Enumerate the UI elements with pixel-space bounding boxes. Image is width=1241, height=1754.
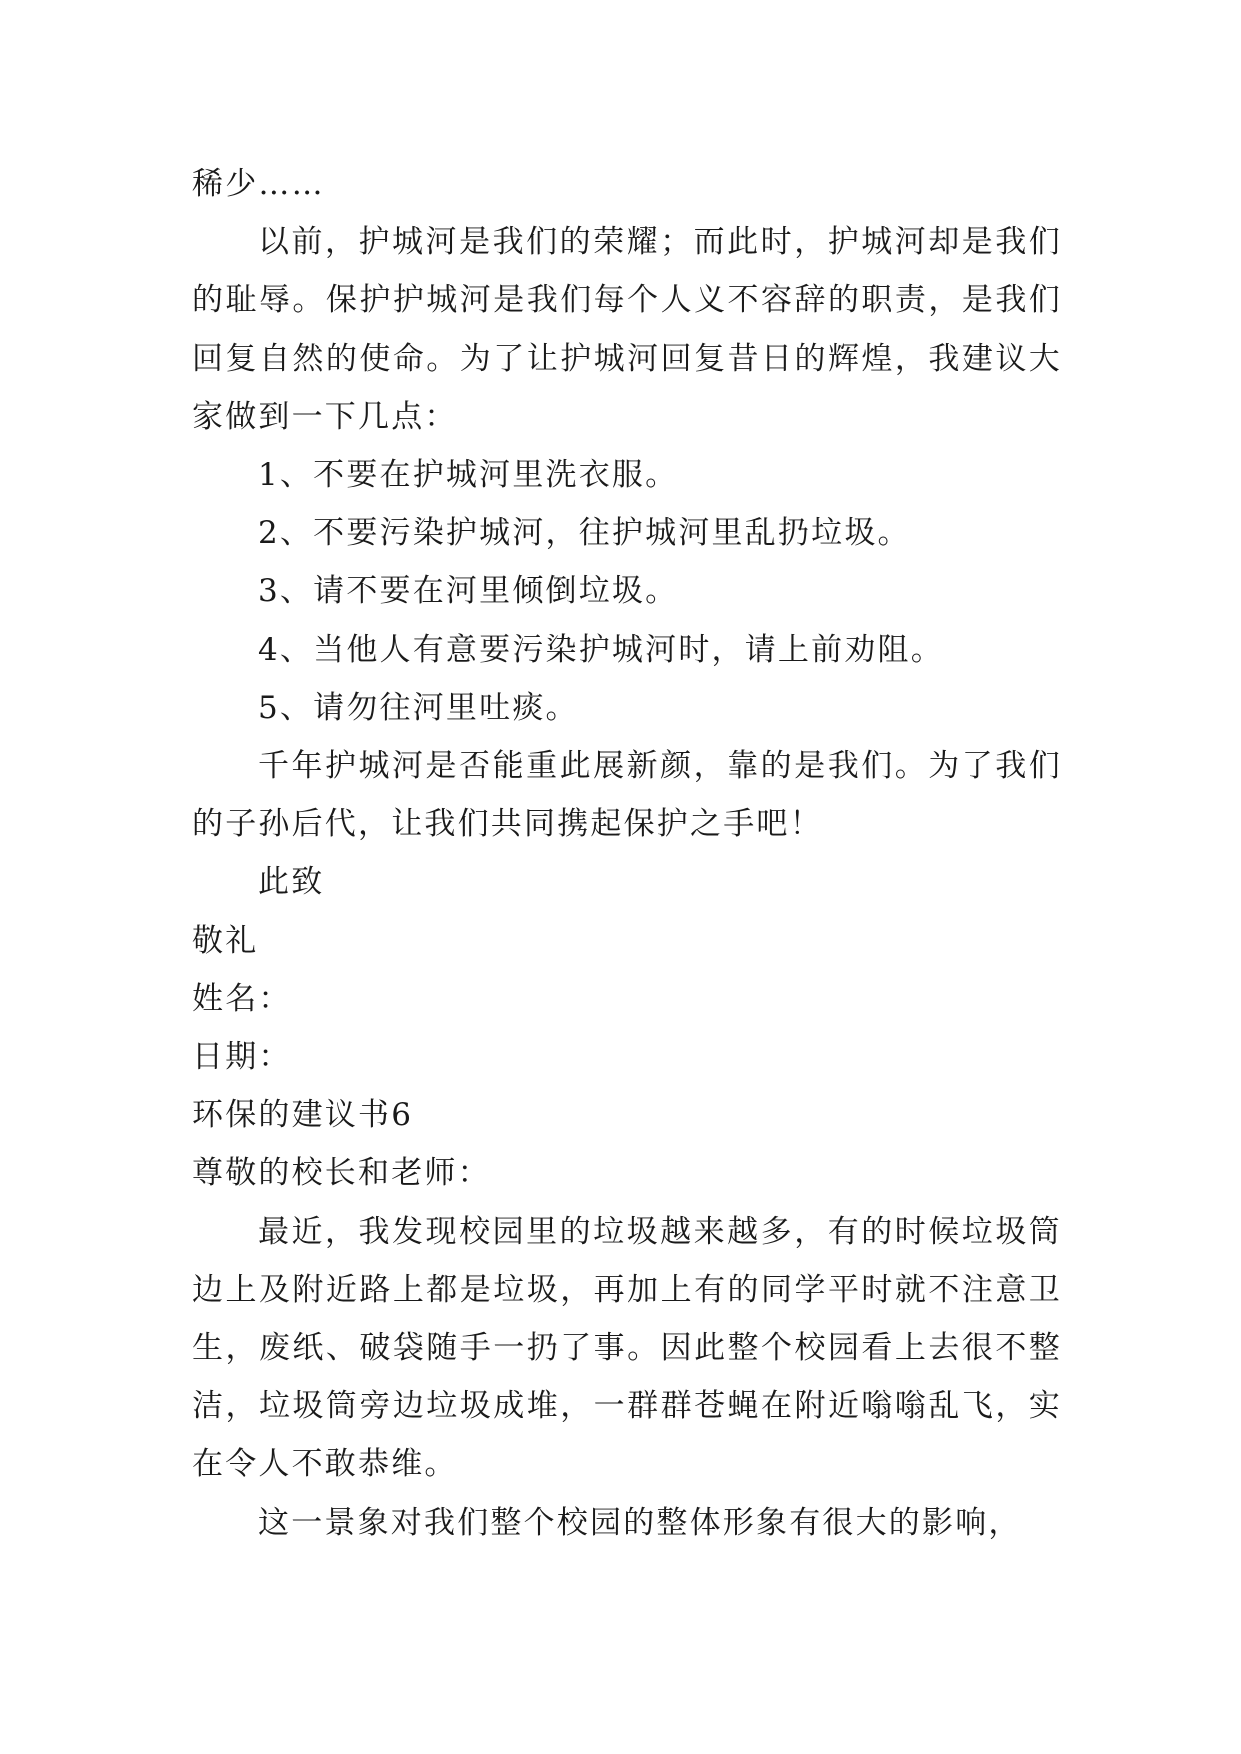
closing-salutation: 此致 — [258, 864, 325, 901]
document-body — [192, 155, 1062, 1552]
closing-regards: 敬礼 — [192, 922, 259, 959]
list-item: 4、当他人有意要污染护城河时，请上前劝阻。 — [258, 631, 944, 668]
paragraph: 最近，我发现校园里的垃圾越来越多，有的时候垃圾筒边上及附近路上都是垃圾，再加上有的同学平时就不注意卫生，废纸、破袋随手一扔了事。因此整个校园看上去很不整洁，垃圾筒旁边垃圾成堆，一群群苍蝇在附近嗡嗡乱飞，实在令人不敢恭维。 — [192, 1213, 1062, 1483]
name-line: 姓名： — [192, 980, 292, 1017]
list-item: 1、不要在护城河里洗衣服。 — [258, 457, 679, 494]
list-item: 5、请勿往河里吐痰。 — [258, 689, 579, 726]
date-line: 日期： — [192, 1039, 292, 1076]
paragraph: 这一景象对我们整个校园的整体形象有很大的影响， — [258, 1504, 1022, 1541]
list-item: 3、请不要在河里倾倒垃圾。 — [258, 573, 679, 610]
paragraph: 以前，护城河是我们的荣耀；而此时，护城河却是我们的耻辱。保护护城河是我们每个人义不容辞的职责，是我们回复自然的使命。为了让护城河回复昔日的辉煌，我建议大家做到一下几点： — [192, 224, 1062, 435]
paragraph: 稀少…… — [192, 166, 325, 202]
section-title: 环保的建议书6 — [192, 1097, 414, 1134]
greeting: 尊敬的校长和老师： — [192, 1155, 491, 1192]
paragraph: 千年护城河是否能重此展新颜，靠的是我们。为了我们的子孙后代，让我们共同携起保护之手吧！ — [192, 748, 1062, 843]
list-item: 2、不要污染护城河，往护城河里乱扔垃圾。 — [258, 515, 911, 552]
